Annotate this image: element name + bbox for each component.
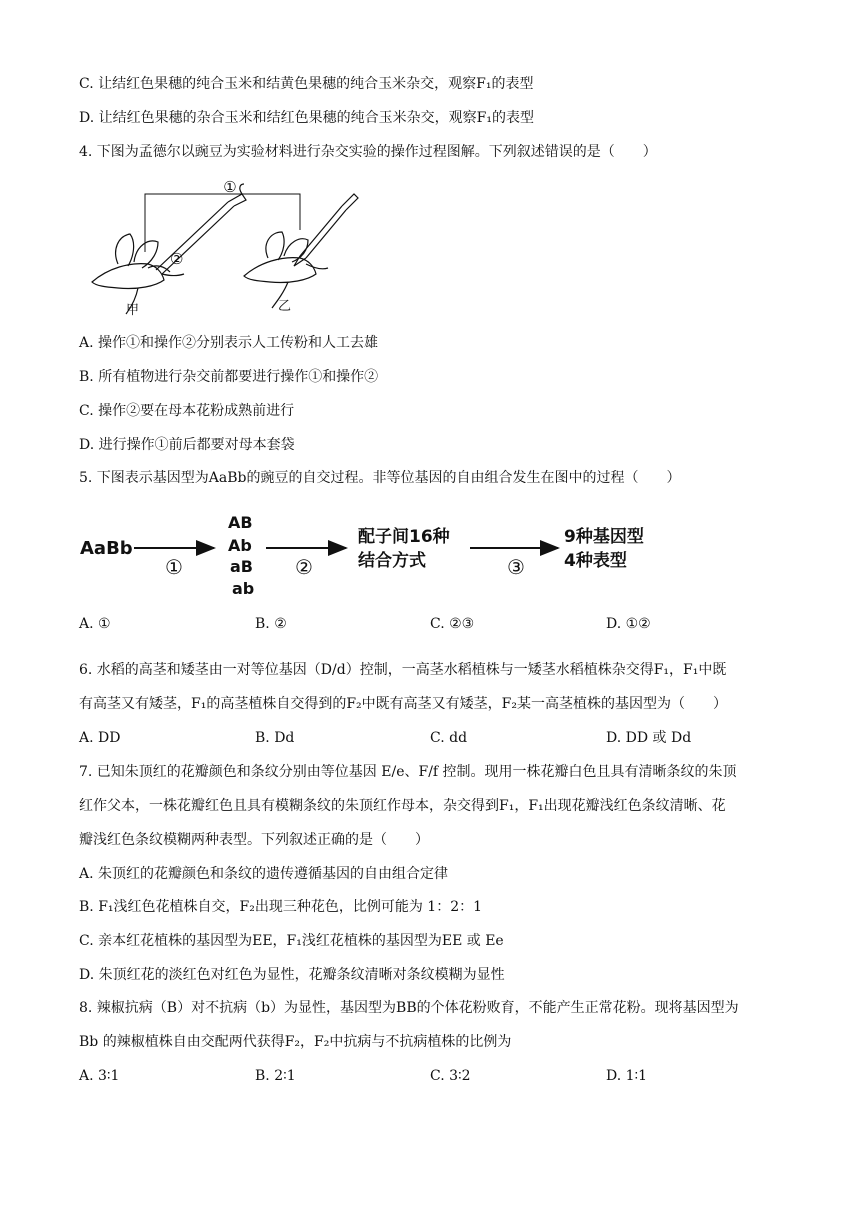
pea-cross-diagram <box>78 172 368 320</box>
flow-result-line2: 4种表型 <box>564 551 627 571</box>
flow-start-genotype: AaBb <box>80 538 133 559</box>
q4-stem: 4. 下图为孟德尔以豌豆为实验材料进行杂交实验的操作过程图解。下列叙述错误的是（ ） <box>79 144 657 160</box>
flow-gamete-ab-upper: AB <box>228 513 253 532</box>
q5-option-d: D. ①② <box>606 616 651 632</box>
q7-stem-line2: 红作父本，一株花瓣红色且具有模糊条纹的朱顶红作母本，杂交得到F₁，F₁出现花瓣浅红色条纹清晰、花 <box>79 798 726 814</box>
flow-result-line1: 9种基因型 <box>564 527 644 547</box>
q4-option-a: A. 操作①和操作②分别表示人工传粉和人工去雄 <box>79 335 379 351</box>
q5-option-b: B. ② <box>255 616 287 632</box>
q8-option-c: C. 3∶2 <box>430 1068 471 1084</box>
q8-option-d: D. 1∶1 <box>606 1068 648 1084</box>
flower-jia-icon <box>92 234 184 314</box>
flow-step-3: ③ <box>507 555 525 579</box>
selfing-flow-diagram <box>80 510 680 602</box>
flow-combination-line1: 配子间16种 <box>358 527 450 547</box>
q3-option-c: C. 让结红色果穗的纯合玉米和结黄色果穗的纯合玉米杂交，观察F₁的表型 <box>79 76 534 92</box>
q4-option-c: C. 操作②要在母本花粉成熟前进行 <box>79 403 295 419</box>
q7-option-d: D. 朱顶红花的淡红色对红色为显性，花瓣条纹清晰对条纹模糊为显性 <box>79 967 505 983</box>
diagram-label-yi: 乙 <box>278 299 292 314</box>
q8-option-b: B. 2∶1 <box>255 1068 296 1084</box>
q7-option-c: C. 亲本红花植株的基因型为EE，F₁浅红花植株的基因型为EE 或 Ee <box>79 933 504 949</box>
q6-option-a: A. DD <box>79 730 121 746</box>
q4-option-d: D. 进行操作①前后都要对母本套袋 <box>79 437 295 453</box>
flow-gamete-ab-mixed: Ab <box>228 536 252 555</box>
q6-option-d: D. DD 或 Dd <box>606 730 692 746</box>
q8-stem-line2: Bb 的辣椒植株自由交配两代获得F₂，F₂中抗病与不抗病植株的比例为 <box>79 1034 512 1050</box>
q7-option-a: A. 朱顶红的花瓣颜色和条纹的遗传遵循基因的自由组合定律 <box>79 866 449 882</box>
flow-gamete-ab-lower: ab <box>232 579 255 598</box>
q7-stem-line3: 瓣浅红色条纹模糊两种表型。下列叙述正确的是（ ） <box>79 832 429 848</box>
flow-combination-line2: 结合方式 <box>358 551 426 571</box>
q7-option-b: B. F₁浅红色花植株自交，F₂出现三种花色，比例可能为 1：2：1 <box>79 899 483 915</box>
q6-option-b: B. Dd <box>255 730 295 746</box>
q5-option-a: A. ① <box>79 616 111 632</box>
q4-option-b: B. 所有植物进行杂交前都要进行操作①和操作② <box>79 369 379 385</box>
flower-yi-icon <box>244 232 328 308</box>
q6-stem-line1: 6. 水稻的高茎和矮茎由一对等位基因（D/d）控制，一高茎水稻植株与一矮茎水稻植株杂交得F₁，F₁中既 <box>79 662 727 678</box>
diagram-label-1: ① <box>223 178 237 196</box>
q6-stem-line2: 有高茎又有矮茎，F₁的高茎植株自交得到的F₂中既有高茎又有矮茎，F₂某一高茎植株的基因型为（ ） <box>79 696 727 712</box>
q3-option-d: D. 让结红色果穗的杂合玉米和结红色果穗的纯合玉米杂交，观察F₁的表型 <box>79 110 534 126</box>
flow-gamete-ab-lower-upper: aB <box>230 557 253 576</box>
q5-option-c: C. ②③ <box>430 616 475 632</box>
diagram-label-2: ② <box>170 250 184 268</box>
brush-icon <box>294 194 358 266</box>
q8-option-a: A. 3∶1 <box>79 1068 120 1084</box>
q7-stem-line1: 7. 已知朱顶红的花瓣颜色和条纹分别由等位基因 E/e、F/f 控制。现用一株花瓣白色且具有清晰条纹的朱顶 <box>79 764 737 780</box>
q6-option-c: C. dd <box>430 730 468 746</box>
flow-step-2: ② <box>295 555 313 579</box>
flow-step-1: ① <box>165 555 183 579</box>
q8-stem-line1: 8. 辣椒抗病（B）对不抗病（b）为显性，基因型为BB的个体花粉败育，不能产生正常花粉。现将基因型为 <box>79 1000 739 1016</box>
q5-stem: 5. 下图表示基因型为AaBb的豌豆的自交过程。非等位基因的自由组合发生在图中的过程（ ） <box>79 470 681 486</box>
diagram-label-jia: 甲 <box>126 303 140 318</box>
